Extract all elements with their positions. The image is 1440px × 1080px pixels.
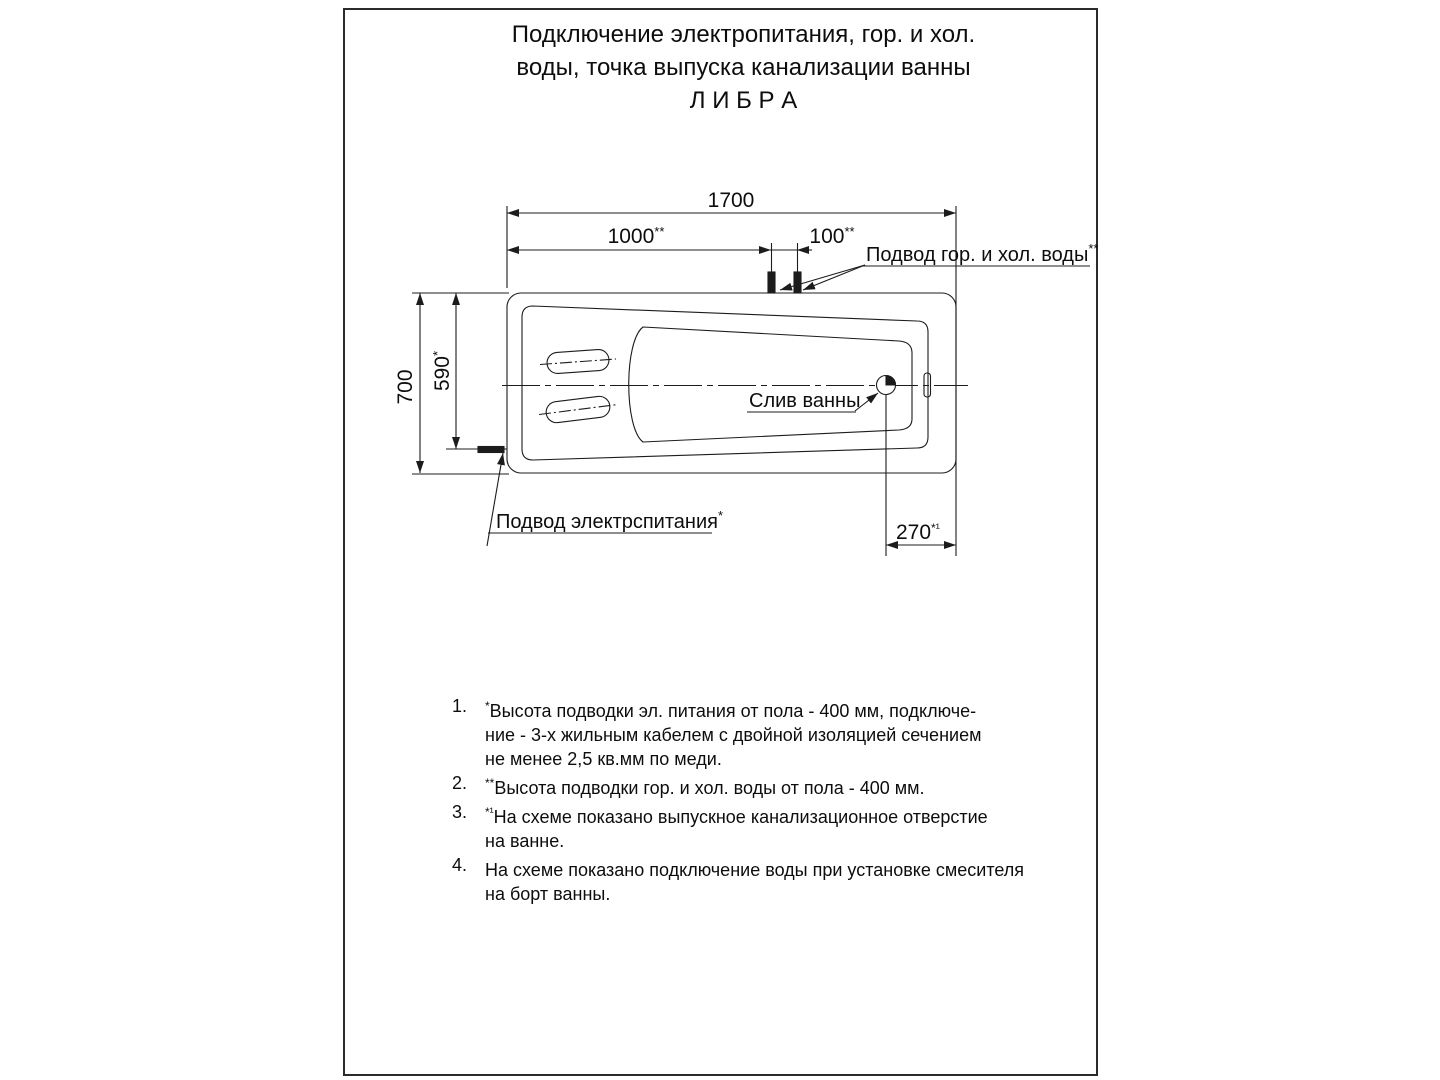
title-line-3: Л И Б Р А	[689, 87, 798, 114]
note-text-line: Высота подводки эл. питания от пола - 400 мм, подключе-	[489, 701, 977, 721]
note-marker: *¹	[485, 805, 494, 819]
note-text-line: На схеме показано подключение воды при установке смесителя	[485, 860, 1025, 880]
power-supply-mark	[478, 447, 504, 453]
note-text-line: на борт ванны.	[485, 884, 611, 904]
note-number: 4.	[452, 855, 468, 875]
note-item-2	[452, 771, 1092, 800]
hot-water-supply-mark	[768, 272, 775, 293]
footnotes-block	[452, 694, 1092, 906]
drain-hole-quadrant	[886, 376, 896, 386]
dim-text-590: 590*	[430, 350, 454, 392]
label-power-supply: Подвод электрспитания*	[496, 508, 724, 533]
label-water-supply: Подвод гор. и хол. воды**	[866, 241, 1099, 266]
dim-text-700: 700	[394, 369, 417, 405]
note-item-1	[452, 694, 1092, 771]
note-text-line: Высота подводки гор. и хол. воды от пола - 400 мм.	[494, 778, 925, 798]
dim-text-100: 100**	[809, 224, 855, 248]
note-item-3	[452, 800, 1092, 853]
armrest-top-axis-line	[540, 359, 616, 365]
note-text-line: На схеме показано выпускное канализационное отверстие	[493, 807, 988, 827]
dim-text-1700: 1700	[707, 189, 755, 212]
dim-text-270: $270^{*^1}$	[896, 521, 940, 544]
dim-text-1000: 1000**	[607, 224, 665, 248]
tub-inner-rim-outline	[522, 306, 928, 460]
title-line-1: Подключение электропитания, гор. и хол.	[511, 21, 976, 48]
cold-water-supply-mark	[794, 272, 801, 293]
title-line-2: воды, точка выпуска канализации ванны	[516, 54, 971, 81]
armrest-pad-top	[546, 349, 609, 374]
note-text-line: на ванне.	[485, 831, 565, 851]
tub-basin-outline	[629, 327, 912, 442]
note-marker: *	[485, 699, 490, 713]
note-number: 3.	[452, 802, 468, 822]
note-number: 1.	[452, 696, 468, 716]
armrest-pad-bottom	[545, 395, 611, 424]
leader-water-hot	[780, 265, 865, 290]
leader-water-cold	[803, 265, 865, 290]
note-item-4	[452, 853, 1092, 906]
note-number: 2.	[452, 773, 468, 793]
note-text-line: не менее 2,5 кв.мм по меди.	[485, 749, 722, 769]
note-marker: **	[485, 776, 495, 790]
armrest-bottom-axis-line	[539, 405, 618, 415]
label-drain: Слив ванны	[749, 390, 861, 412]
note-text-line: ние - 3-х жильным кабелем с двойной изоляцией сечением	[485, 725, 982, 745]
